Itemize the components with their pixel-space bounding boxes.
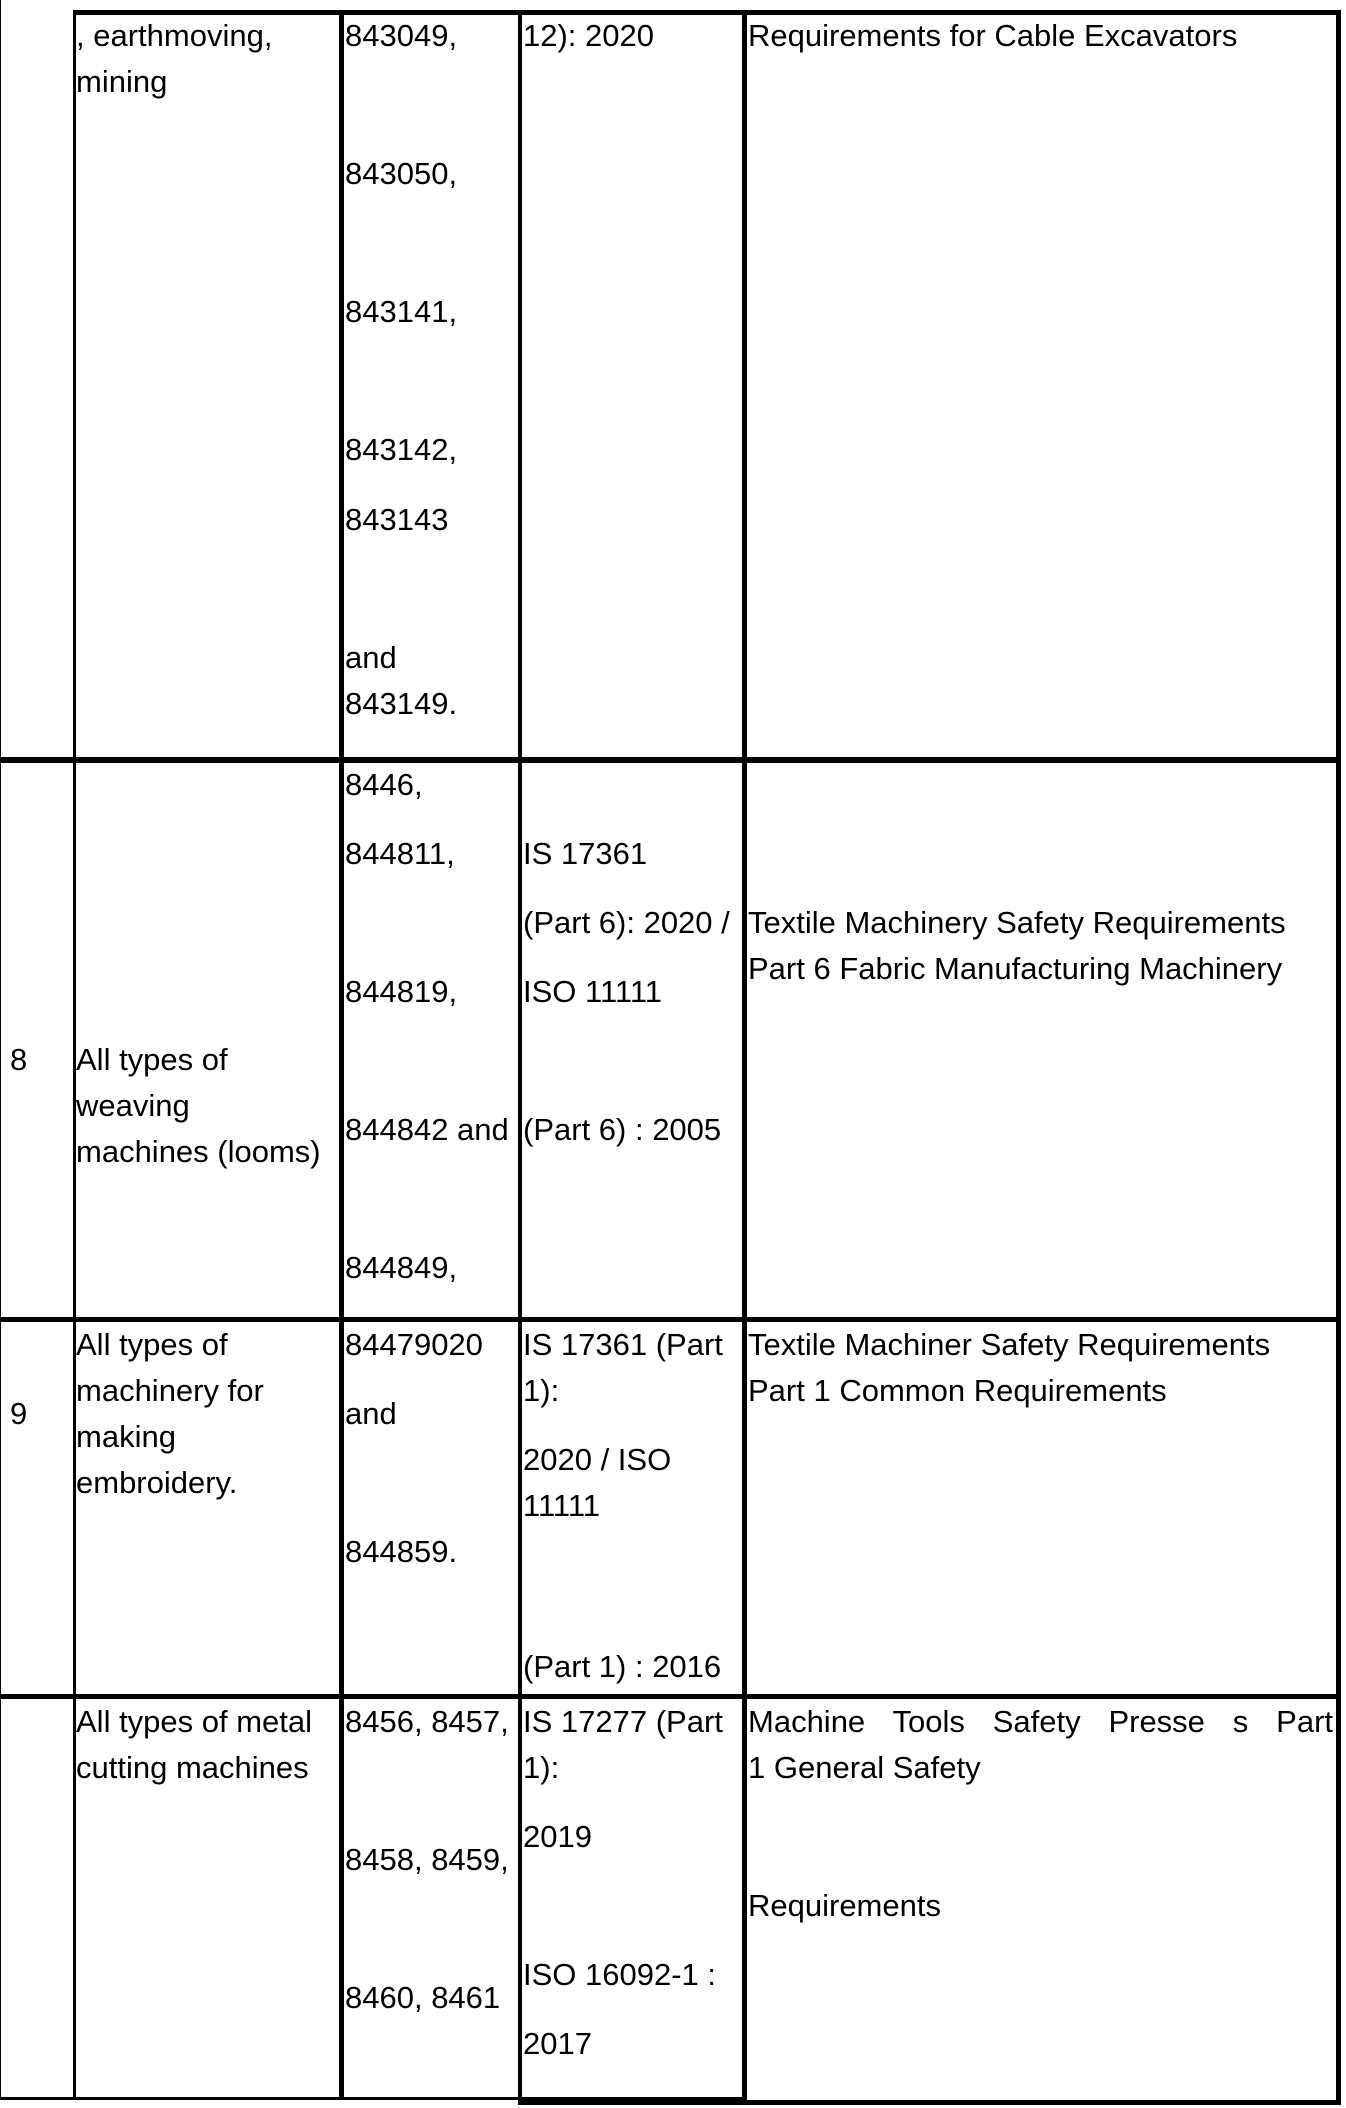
standard-line: (Part 6) : 2005 [523,1112,722,1147]
product-line: embroidery. [76,1465,238,1500]
product-cell [76,1037,321,1175]
product-line: cutting machines [76,1750,309,1785]
hs-code: 843141, [345,294,458,329]
standard-line: (Part 1) : 2016 [523,1649,722,1684]
product-cell [76,1322,264,1506]
grid-line [1336,10,1341,2105]
standard-line: 2020 / ISO [523,1442,672,1477]
grid-line [518,10,522,2100]
title-cell [748,900,1286,992]
standard-line: 1): [523,1373,560,1408]
product-line: All types of metal [76,1704,313,1739]
standard-line: IS 17361 (Part [523,1327,723,1362]
hs-code: 844842 and [345,1112,509,1147]
title-line: Part 6 Fabric Manufacturing Machinery [748,951,1283,986]
sno-cell: 9 [10,1396,28,1431]
grid-line [0,0,1,2100]
grid-line [339,10,344,2100]
product-cell [76,1699,312,1791]
title-line: 1 General Safety [748,1750,981,1785]
product-line: weaving [76,1088,190,1123]
title-line: Machine Tools Safety Presse s Part [748,1704,1333,1739]
hs-code: and [345,1396,397,1431]
product-line: machinery for [76,1373,264,1408]
product-line: All types of [76,1042,228,1077]
title-line: Textile Machiner Safety Requirements [748,1327,1271,1362]
hs-code: 844849, [345,1250,458,1285]
title-line: Textile Machinery Safety Requirements [748,905,1286,940]
product-line: mining [76,64,168,99]
hs-code: 843050, [345,156,458,191]
hs-code: 843049, [345,18,458,53]
product-line: machines (looms) [76,1134,321,1169]
product-cell [76,13,272,105]
standard-line: 11111 [523,1488,601,1523]
grid-line [0,757,1341,763]
product-line: All types of [76,1327,228,1362]
hs-code: 843143 [345,502,449,537]
standard-line: 1): [523,1750,560,1785]
hs-code: 8458, 8459, [345,1842,509,1877]
hs-code: 843142, [345,432,458,467]
sno-cell: 8 [10,1042,28,1077]
grid-line [742,10,747,2105]
hs-code: 844859. [345,1534,458,1569]
hs-code: and [345,640,397,675]
product-line: , earthmoving, [76,18,273,53]
hs-code: 844819, [345,974,458,1009]
title-line: Part 1 Common Requirements [748,1373,1167,1408]
hs-code: 843149. [345,686,458,721]
standard-line: IS 17277 (Part [523,1704,723,1739]
hs-code: 84479020 [345,1327,483,1362]
hs-code: 8460, 8461 [345,1980,501,2015]
hs-code: 8456, 8457, [345,1704,509,1739]
hs-code: 844811, [345,836,455,871]
grid-line [518,2100,1341,2105]
standard-cell [523,13,654,59]
standard-line: 2017 [523,2026,592,2061]
standard-line: 12): 2020 [523,18,654,53]
title-cell [748,13,1237,59]
standard-line: (Part 6): 2020 / [523,905,730,940]
title-line: Requirements for Cable Excavators [748,18,1238,53]
title-line: Requirements [748,1888,941,1923]
standard-line: ISO 11111 [523,974,663,1009]
standard-line: IS 17361 [523,836,648,871]
standard-line: ISO 16092-1 : [523,1957,717,1992]
hs-code: 8446, [345,767,423,802]
title-cell [748,1322,1270,1414]
standard-line: 2019 [523,1819,592,1854]
product-line: making [76,1419,176,1454]
